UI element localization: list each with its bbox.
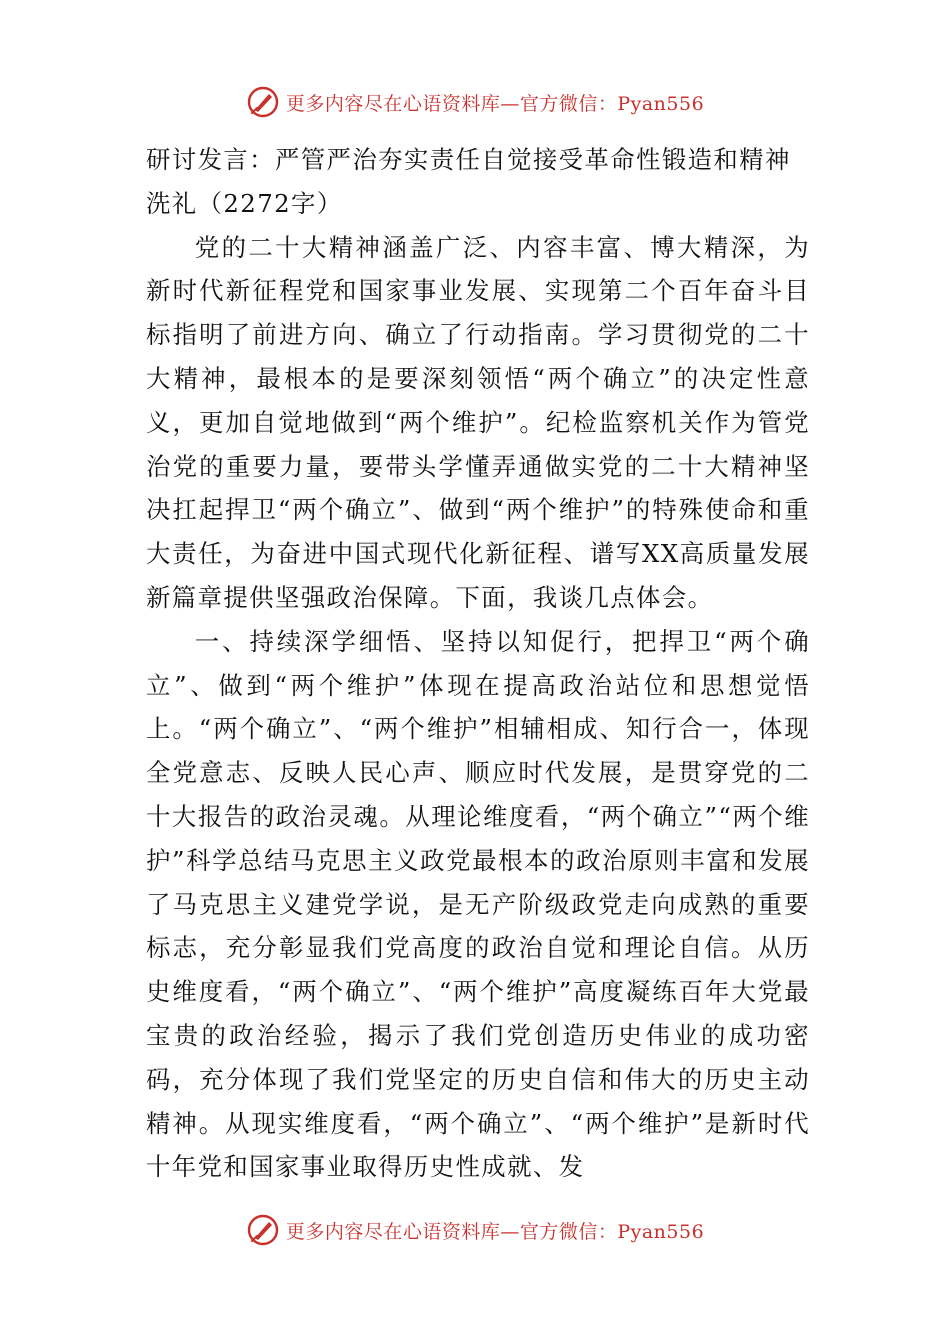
watermark-banner-top bbox=[0, 82, 950, 122]
document-body bbox=[146, 138, 810, 1189]
document-title: 研讨发言：严管严治夯实责任自觉接受革命性锻造和精神洗礼（2272字） bbox=[146, 145, 791, 218]
paragraph-intro: 党的二十大精神涵盖广泛、内容丰富、博大精深，为新时代新征程党和国家事业发展、实现第二个百年奋斗目标指明了前进方向、确立了行动指南。学习贯彻党的二十大精神，最根本的是要深刻领悟“两个确立”的决定性意义，更加自觉地做到“两个维护”。纪检监察机关作为管党治党的重要力量，要带头学懂弄通做实党的二十大精神坚决扛起捍卫“两个确立”、做到“两个维护”的特殊使命和重大责任，为奋进中国式现代化新征程、谱写XX高质量发展新篇章提供坚强政治保障。下面，我谈几点体会。 bbox=[146, 232, 810, 612]
pen-feather-logo-icon bbox=[246, 1213, 280, 1247]
watermark-text: 更多内容尽在心语资料库—官方微信：Pyan556 bbox=[285, 92, 705, 115]
paragraph-section-one: 一、持续深学细悟、坚持以知促行，把捍卫“两个确立”、做到“两个维护”体现在提高政治站位和思想觉悟上。“两个确立”、“两个维护”相辅相成、知行合一，体现全党意志、反映人民心声、顺应时代发展，是贯穿党的二十大报告的政治灵魂。从理论维度看，“两个确立”“两个维护”科学总结马克思主义政党最根本的政治原则丰富和发展了马克思主义建党学说，是无产阶级政党走向成熟的重要标志，充分彰显我们党高度的政治自觉和理论自信。从历史维度看，“两个确立”、“两个维护”高度凝练百年大党最宝贵的政治经验，揭示了我们党创造历史伟业的成功密码，充分体现了我们党坚定的历史自信和伟大的历史主动精神。从现实维度看，“两个确立”、“两个维护”是新时代十年党和国家事业取得历史性成就、发 bbox=[146, 626, 810, 1182]
pen-feather-logo-icon bbox=[246, 85, 280, 119]
watermark-banner-bottom bbox=[0, 1210, 950, 1250]
watermark-text: 更多内容尽在心语资料库—官方微信：Pyan556 bbox=[285, 1220, 705, 1243]
